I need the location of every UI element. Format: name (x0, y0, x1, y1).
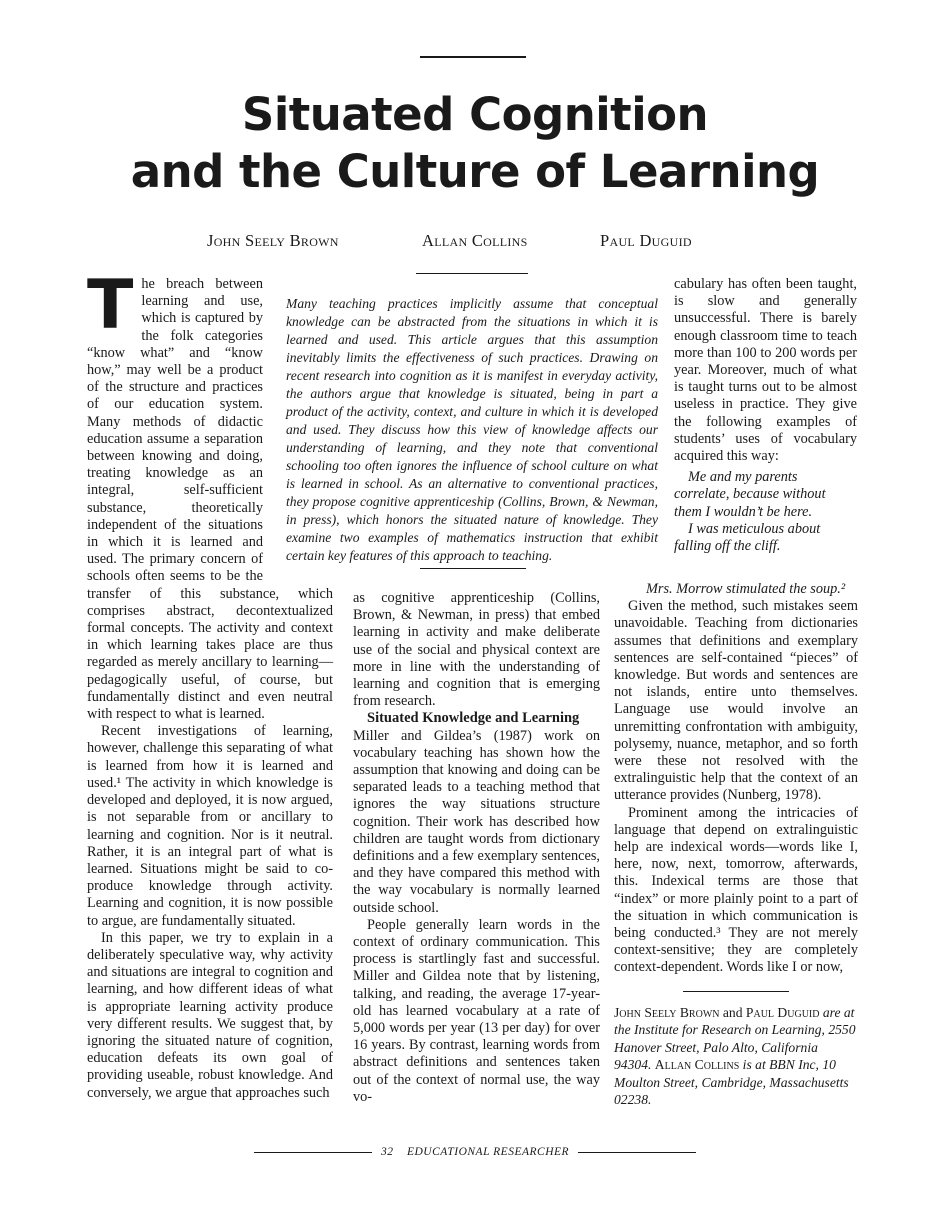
example-2: I was meticulous about falling off the cliff. (674, 520, 821, 555)
drop-cap: T (87, 266, 134, 345)
footer-rule-right (578, 1152, 696, 1153)
wrap-spacer (263, 276, 333, 576)
paragraph-5: Miller and Gildea’s (1987) work on vocabulary teaching has shown how the assumption that knowing and doing can be separated leads to a teaching method that ignores the way situations structure cognition. Their work has described how children are taught words from dictionary definitions and a few exemplary sentences, and they have compared this method with the way vocabulary is normally learned outside school. (353, 727, 600, 916)
abstract-top-rule (416, 273, 528, 274)
paragraph-8: Given the method, such mistakes seem unavoidable. Teaching from dictionaries assumes that definitions and exemplary sentences are self-contained “pieces” of knowledge. But words and sentences are not islands, entire unto themselves. Language use would involve an unremitting confrontation with ambiguity, polysemy, nuance, metaphor, and so forth were these not resolved with the extralinguistic help that the context of an utterance provides (Nunberg, 1978). (614, 598, 858, 804)
title-line-2: and the Culture of Learning (130, 145, 820, 198)
top-rule (420, 56, 526, 58)
paragraph-2: Recent investigations of learning, however, challenge this separating of what is learned from how it is learned and used.¹ The activity in which knowledge is developed and deployed, it is now argued, is not separable from or ancillary to learning and cognition. Nor is it neutral. Rather, it is an integral part of what is learned. Situations might be said to co-produce knowledge through activity. Learning and cognition, it is now possible to argue, are fundamentally situated. (87, 723, 333, 929)
paragraph-9: Prominent among the intricacies of language that depend on extralinguistic help are indexical words—words like I, here, now, next, tomorrow, afterwards, this. Indexical terms are those that “index” or more plainly point to a part of the situation in which communication is being conducted.³ They are not merely context-sensitive; they are completely context-dependent. Words like I or now, (614, 804, 858, 976)
page-number: 32 (380, 1146, 394, 1158)
example-3: Mrs. Morrow stimulated the soup.² (646, 581, 846, 597)
author-3: Paul Duguid (600, 231, 692, 250)
footnote-rule (683, 991, 789, 992)
column-2 (353, 590, 600, 1106)
paragraph-4: as cognitive apprenticeship (Collins, Brown, & Newman, in press) that embed learning in activity and make deliberate use of the social and physical context are more in line with the understanding of learning and cognition that is emerging from research. (353, 590, 600, 710)
paragraph-7: cabulary has often been taught, is slow and generally unsuccessful. There is barely enough classroom time to teach more than 100 to 200 words per year. Moreover, much of what is taught turns out to be almost useless in practice. They give the following examples of students’ uses of vocabulary acquired this way: (674, 276, 857, 465)
page-footer (0, 1146, 950, 1158)
paragraph-3: In this paper, we try to explain in a deliberately speculative way, why activity and situations are integral to cognition and learning, and how different ideas of what is appropriate learning activity produce very different results. We suggest that, by ignoring the situated nature of cognition, education defeats its own goal of providing useable, robust knowledge. And conversely, we argue that approaches such (87, 929, 333, 1101)
intro-text: he breach between learning and use, which is captured by the folk categories “know what” and “know how,” may well be a product of the structure and practices of our education system. Many methods of didactic education assume a separation between knowing and doing, treating knowledge as an integral, self-sufficient substance, theoretically independent of the situations in which it is learned and used. The primary concern of schools often seems to be the transfer of this substance, which comprises abstract, decontextualized formal concepts. The activity and context in which learning takes place are thus regarded as merely ancillary to learning—pedagogically useful, of course, but fundamentally distinct and even neutral with respect to what is learned. (87, 276, 333, 723)
column-1 (87, 266, 333, 1102)
author-footnote: John Seely Brown and Paul Duguid are at the Institute for Research on Learning, 2550 Hanover Street, Palo Alto, California 94304. Allan Collins is at BBN Inc, 10 Moulton Street, Cambridge, Massachusetts 02238. (614, 1004, 856, 1108)
abstract: Many teaching practices implicitly assume that conceptual knowledge can be abstracted from the situations in which it is learned and used. This article argues that this assumption inevitably limits the effectiveness of such practices. Drawing on recent research into cognition as it is manifest in everyday activity, the authors argue that knowledge is situated, being in part a product of the activity, context, and culture in which it is developed and used. They discuss how this view of knowledge affects our understanding of learning, and they note that conventional schooling too often ignores the influence of school culture on what is learned in school. As an alternative to conventional practices, they propose cognitive apprenticeship (Collins, Brown, & Newman, in press), which honors the situated nature of knowledge. They examine two examples of mathematics instruction that exhibit certain key features of this approach to teaching. (286, 296, 658, 563)
abstract-bottom-rule (420, 568, 526, 569)
author-1: John Seely Brown (207, 231, 339, 250)
author-2: Allan Collins (422, 231, 528, 250)
title-line-1: Situated Cognition (241, 88, 709, 141)
footer-rule-left (254, 1152, 372, 1153)
journal-name: EDUCATIONAL RESEARCHER (406, 1146, 570, 1158)
paragraph-6: People generally learn words in the context of ordinary communication. This process is startlingly fast and successful. Miller and Gildea note that by listening, talking, and reading, the average 17-year-old has learned vocabulary at a rate of 5,000 words per year (13 per day) for over 16 years. By contrast, learning words from abstract definitions and sentences taken out of the context of normal use, the way vo- (353, 916, 600, 1105)
example-1: Me and my parents correlate, because without them I wouldn’t be here. (674, 469, 826, 520)
column-3-lower (614, 581, 858, 1109)
section-heading: Situated Knowledge and Learning (367, 710, 580, 727)
column-3 (674, 276, 857, 555)
